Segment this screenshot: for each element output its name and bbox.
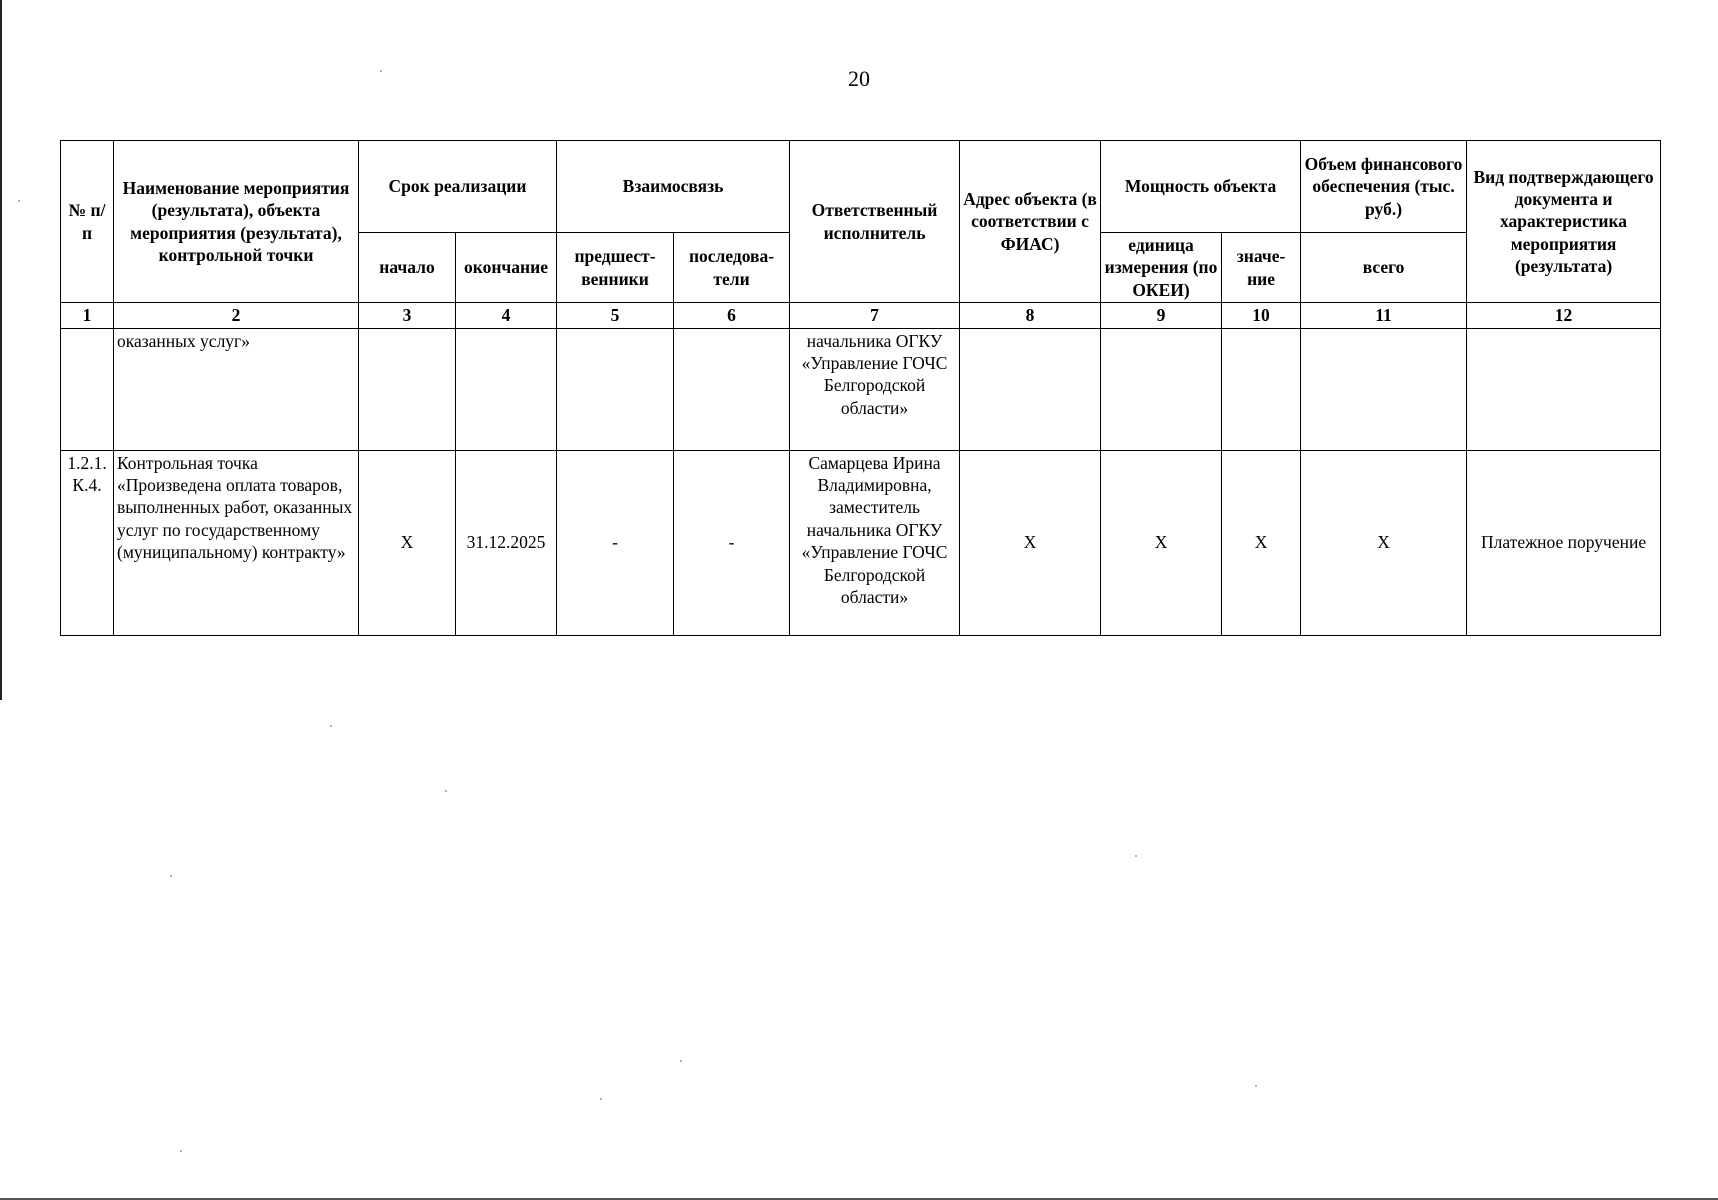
cell-responsible: Самарцева Ирина Владимировна, заместитель начальника ОГКУ «Управление ГОЧС Белгородской области» — [790, 450, 960, 635]
header-unit: единица измерения (по ОКЕИ) — [1101, 233, 1222, 303]
header-name: Наименование мероприятия (результата), объекта мероприятия (результата), контрольной точки — [114, 141, 359, 303]
column-number-row — [61, 303, 1661, 328]
header-start: начало — [359, 233, 456, 303]
column-number: 7 — [790, 303, 960, 328]
header-total: всего — [1301, 233, 1467, 303]
column-number: 3 — [359, 303, 456, 328]
header-end: окончание — [456, 233, 557, 303]
column-number: 10 — [1222, 303, 1301, 328]
header-successors: последова-тели — [674, 233, 790, 303]
cell-total — [1301, 328, 1467, 450]
column-number: 12 — [1467, 303, 1661, 328]
column-number: 11 — [1301, 303, 1467, 328]
cell-name: Контрольная точка «Произведена оплата товаров, выполненных работ, оказанных услуг по государственному (муниципальному) контракту» — [114, 450, 359, 635]
cell-end: 31.12.2025 — [456, 450, 557, 635]
cell-name: оказанных услуг» — [114, 328, 359, 450]
column-number: 5 — [557, 303, 674, 328]
cell-num — [61, 328, 114, 450]
cell-total: X — [1301, 450, 1467, 635]
header-financing: Объем финансового обеспечения (тыс. руб.) — [1301, 141, 1467, 233]
scan-edge-left — [0, 0, 2, 700]
column-number: 6 — [674, 303, 790, 328]
cell-successors — [674, 328, 790, 450]
cell-predecessors: - — [557, 450, 674, 635]
implementation-plan-table — [60, 140, 1661, 636]
table-row — [61, 450, 1661, 635]
header-predecessors: предшест-венники — [557, 233, 674, 303]
cell-unit — [1101, 328, 1222, 450]
header-link-group: Взаимосвязь — [557, 141, 790, 233]
cell-value: X — [1222, 450, 1301, 635]
cell-start — [359, 328, 456, 450]
column-number: 9 — [1101, 303, 1222, 328]
cell-unit: X — [1101, 450, 1222, 635]
cell-address — [960, 328, 1101, 450]
header-num: № п/п — [61, 141, 114, 303]
cell-document: Платежное поручение — [1467, 450, 1661, 635]
header-power-group: Мощность объекта — [1101, 141, 1301, 233]
header-document: Вид подтверждающего документа и характеристика мероприятия (результата) — [1467, 141, 1661, 303]
header-value: значе-ние — [1222, 233, 1301, 303]
cell-value — [1222, 328, 1301, 450]
header-responsible: Ответственный исполнитель — [790, 141, 960, 303]
column-number: 4 — [456, 303, 557, 328]
cell-address: X — [960, 450, 1101, 635]
column-number: 2 — [114, 303, 359, 328]
cell-predecessors — [557, 328, 674, 450]
cell-end — [456, 328, 557, 450]
table-row — [61, 328, 1661, 450]
cell-num: 1.2.1. К.4. — [61, 450, 114, 635]
cell-document — [1467, 328, 1661, 450]
cell-start: X — [359, 450, 456, 635]
header-term-group: Срок реализации — [359, 141, 557, 233]
cell-successors: - — [674, 450, 790, 635]
column-number: 8 — [960, 303, 1101, 328]
column-number: 1 — [61, 303, 114, 328]
cell-responsible: начальника ОГКУ «Управление ГОЧС Белгородской области» — [790, 328, 960, 450]
page-number: 20 — [848, 66, 870, 91]
header-address: Адрес объекта (в соответствии с ФИАС) — [960, 141, 1101, 303]
header-row-1 — [61, 141, 1661, 233]
